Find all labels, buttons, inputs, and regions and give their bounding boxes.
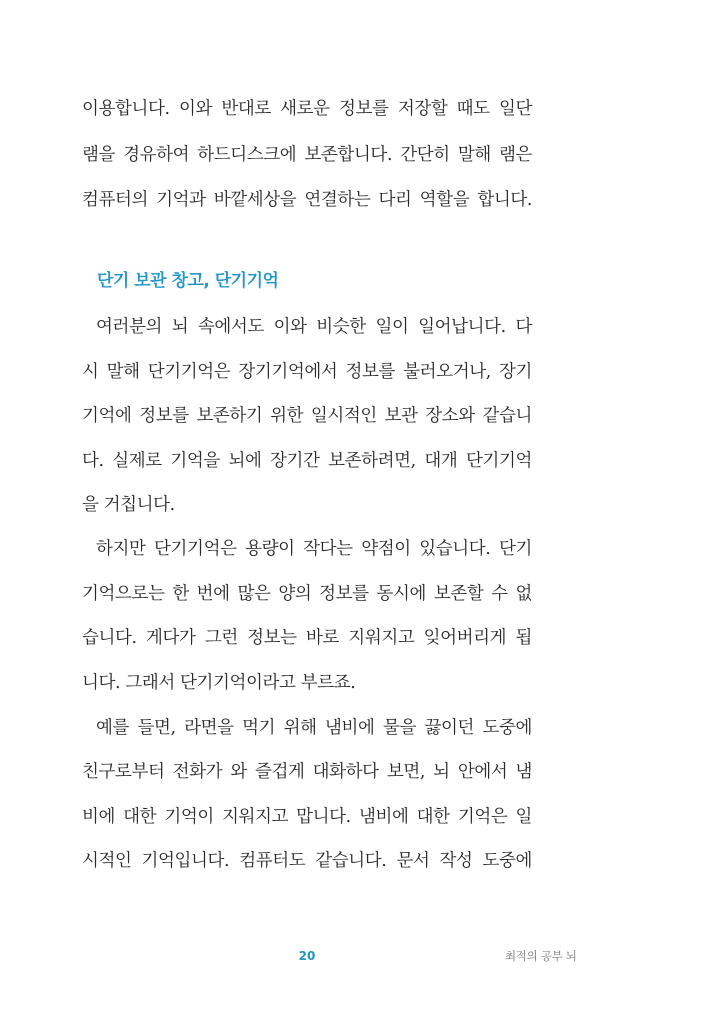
body-text-line: 다. 실제로 기억을 뇌에 장기간 보존하려면, 대개 단기기억 xyxy=(82,451,532,471)
body-text-line: 여러분의 뇌 속에서도 이와 비슷한 일이 일어납니다. 다 xyxy=(96,317,532,337)
section-heading: 단기 보관 창고, 단기기억 xyxy=(97,271,279,291)
body-text-line: 예를 들면, 라면을 먹기 위해 냄비에 물을 끓이던 도중에 xyxy=(96,718,532,738)
body-text-line: 하지만 단기기억은 용량이 작다는 약점이 있습니다. 단기 xyxy=(96,539,532,559)
body-text-line: 시 말해 단기기억은 장기기억에서 정보를 불러오거나, 장기 xyxy=(82,362,532,382)
body-text-line: 컴퓨터의 기억과 바깥세상을 연결하는 다리 역할을 합니다. xyxy=(82,190,532,210)
body-text-line: 시적인 기억입니다. 컴퓨터도 같습니다. 문서 작성 도중에 xyxy=(82,851,532,871)
body-text-line: 기억으로는 한 번에 많은 양의 정보를 동시에 보존할 수 없 xyxy=(82,584,532,604)
body-text-line: 기억에 정보를 보존하기 위한 일시적인 보관 장소와 같습니 xyxy=(82,406,532,426)
body-text-line: 습니다. 게다가 그런 정보는 바로 지워지고 잊어버리게 됩 xyxy=(82,628,532,648)
running-footer-title: 최적의 공부 뇌 xyxy=(505,949,577,963)
body-text-line: 니다. 그래서 단기기억이라고 부르죠. xyxy=(82,673,356,693)
body-text-line: 램을 경유하여 하드디스크에 보존합니다. 간단히 말해 램은 xyxy=(82,145,532,165)
body-text-line: 친구로부터 전화가 와 즐겁게 대화하다 보면, 뇌 안에서 냄 xyxy=(82,762,532,782)
body-text-line: 을 거칩니다. xyxy=(82,495,175,515)
body-text-line: 이용합니다. 이와 반대로 새로운 정보를 저장할 때도 일단 xyxy=(82,99,532,119)
page-number: 20 xyxy=(298,949,316,963)
body-text-line: 비에 대한 기억이 지워지고 맙니다. 냄비에 대한 기억은 일 xyxy=(82,807,532,827)
